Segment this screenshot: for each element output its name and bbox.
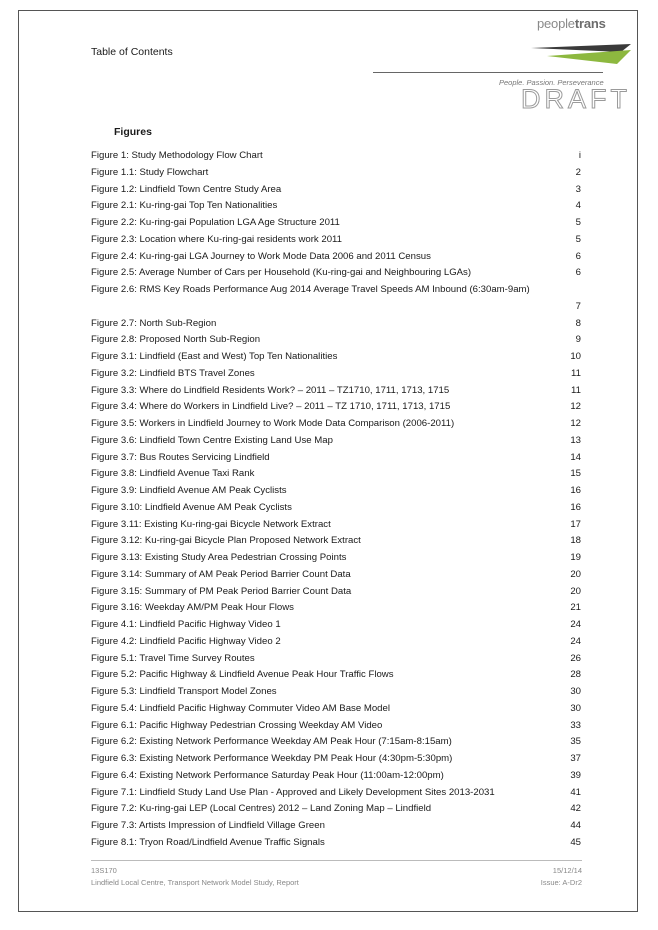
logo-swoosh-green	[547, 50, 631, 64]
toc-entry-page-number: 30	[570, 686, 581, 697]
toc-entry-label: Figure 1: Study Methodology Flow Chart	[91, 150, 263, 161]
toc-entry[interactable]	[91, 232, 581, 249]
toc-entry-page-number: 20	[570, 585, 581, 597]
logo-tagline: People. Passion. Perseverance	[499, 78, 604, 87]
peopletrans-logo	[517, 16, 635, 78]
toc-entry-label: Figure 3.15: Summary of PM Peak Period Barrier Count Data	[91, 585, 352, 597]
toc-entry-page-number: 6	[575, 267, 581, 279]
toc-entry-page-number: 17	[570, 518, 581, 530]
toc-entry-page-number: 11	[571, 367, 581, 379]
toc-entry-label: Figure 3.14: Summary of AM Peak Period Barrier Count Data	[91, 568, 351, 580]
toc-entry-label: Figure 3.12: Ku-ring-gai Bicycle Plan Proposed Network Extract	[91, 535, 361, 547]
toc-entry-page-number: 10	[570, 351, 581, 362]
toc-entry-label: Figure 2.2: Ku-ring-gai Population LGA Age Structure 2011	[91, 217, 340, 228]
toc-entry-page-number: 12	[570, 401, 581, 413]
toc-entry[interactable]	[91, 701, 581, 718]
toc-entry-label: Figure 2.6: RMS Key Roads Performance Aug 2014 Average Travel Speeds AM Inbound (6:30am-9am)	[91, 284, 530, 295]
toc-entry-label: Figure 7.2: Ku-ring-gai LEP (Local Centres) 2012 – Land Zoning Map – Lindfield	[91, 803, 432, 815]
toc-entry[interactable]	[91, 182, 581, 199]
toc-entry[interactable]	[91, 265, 581, 282]
toc-entry-label: Figure 3.11: Existing Ku-ring-gai Bicycle Network Extract	[91, 518, 331, 530]
toc-entry[interactable]	[91, 198, 581, 215]
toc-entry-page-number: 35	[570, 736, 581, 748]
toc-entry[interactable]	[91, 517, 581, 534]
toc-entry[interactable]	[91, 215, 581, 232]
toc-entry[interactable]	[91, 466, 581, 483]
toc-entry[interactable]	[91, 550, 581, 567]
toc-entry[interactable]	[91, 399, 581, 416]
toc-entry[interactable]	[91, 483, 581, 500]
toc-entry-page-number: 37	[570, 753, 581, 764]
toc-entry-page-number: 5	[575, 233, 581, 245]
toc-entry-label: Figure 2.5: Average Number of Cars per Household (Ku-ring-gai and Neighbouring LGAs)	[91, 267, 472, 279]
toc-entry-page-number: 41	[570, 786, 581, 798]
toc-entry[interactable]	[91, 718, 581, 735]
toc-entry[interactable]	[91, 734, 581, 751]
toc-entry[interactable]	[91, 416, 581, 433]
logo-word-bold: trans	[574, 16, 606, 31]
footer-report-title: Lindfield Local Centre, Transport Network Model Study, Report	[91, 878, 299, 887]
toc-entry-page-number: 6	[575, 250, 581, 262]
toc-entry-page-number: 13	[570, 434, 581, 446]
toc-entry-label: Figure 8.1: Tryon Road/Lindfield Avenue Traffic Signals	[91, 836, 325, 848]
toc-entry-page-number: 19	[570, 552, 581, 563]
toc-entry-label: Figure 3.9: Lindfield Avenue AM Peak Cyclists	[91, 485, 287, 496]
toc-entry[interactable]	[91, 332, 581, 349]
draft-watermark: DRAFT	[521, 84, 631, 114]
toc-entry-label: Figure 3.5: Workers in Lindfield Journey to Work Mode Data Comparison (2006-2011)	[91, 418, 455, 429]
toc-entry[interactable]	[91, 651, 581, 668]
footer-date: 15/12/14	[552, 866, 582, 875]
toc-entry-page-number: 20	[570, 568, 581, 580]
toc-entry[interactable]	[91, 667, 581, 684]
toc-entry-label: Figure 3.6: Lindfield Town Centre Existing Land Use Map	[91, 434, 333, 446]
toc-entry-label: Figure 6.4: Existing Network Performance Saturday Peak Hour (11:00am-12:00pm)	[91, 769, 444, 781]
toc-entry-label: Figure 6.2: Existing Network Performance Weekday AM Peak Hour (7:15am-8:15am)	[91, 736, 452, 748]
toc-entry-label: Figure 2.1: Ku-ring-gai Top Ten Nationalities	[91, 200, 278, 212]
toc-entry[interactable]	[91, 165, 581, 182]
toc-entry-page-number: 5	[575, 217, 581, 228]
logo-wordmark	[537, 16, 606, 31]
toc-entry-page-number: 4	[575, 200, 581, 212]
toc-entry-label: Figure 3.13: Existing Study Area Pedestrian Crossing Points	[91, 552, 347, 563]
toc-entry-label: Figure 3.10: Lindfield Avenue AM Peak Cyclists	[91, 501, 292, 513]
toc-entry[interactable]	[91, 600, 581, 617]
toc-entry[interactable]	[91, 148, 581, 165]
toc-entry-page-number: 24	[570, 635, 581, 647]
toc-entry-label: Figure 3.2: Lindfield BTS Travel Zones	[91, 367, 255, 379]
toc-entry-label: Figure 4.2: Lindfield Pacific Highway Video 2	[91, 635, 281, 647]
toc-entry-label: Figure 2.3: Location where Ku-ring-gai residents work 2011	[91, 233, 342, 245]
toc-entry[interactable]	[91, 567, 581, 584]
toc-entry[interactable]	[91, 500, 581, 517]
toc-entry-page-number: 2	[575, 166, 581, 178]
toc-entry[interactable]	[91, 785, 581, 802]
toc-entry-page-number: 12	[570, 418, 581, 429]
toc-entry[interactable]	[91, 634, 581, 651]
toc-entry-label: Figure 2.8: Proposed North Sub-Region	[91, 334, 261, 346]
toc-entry-label: Figure 7.3: Artists Impression of Lindfield Village Green	[91, 820, 325, 831]
toc-entry[interactable]	[91, 751, 581, 768]
toc-entry-label: Figure 2.7: North Sub-Region	[91, 317, 217, 329]
toc-entry-page-number: 30	[570, 702, 581, 714]
toc-entry-label: Figure 3.7: Bus Routes Servicing Lindfield	[91, 451, 270, 463]
toc-entry-page-number: 11	[571, 384, 581, 396]
toc-entry-page-number: 44	[570, 820, 581, 831]
toc-entry-label: Figure 6.3: Existing Network Performance Weekday PM Peak Hour (4:30pm-5:30pm)	[91, 753, 453, 764]
toc-entry-label: Figure 3.1: Lindfield (East and West) Top Ten Nationalities	[91, 351, 338, 362]
toc-entry-page-number: 8	[575, 317, 581, 329]
page-header-title: Table of Contents	[91, 46, 173, 58]
toc-entry-label: Figure 2.4: Ku-ring-gai LGA Journey to Work Mode Data 2006 and 2011 Census	[91, 250, 431, 262]
footer-job-number: 13S170	[91, 866, 117, 875]
toc-entry[interactable]	[91, 433, 581, 450]
logo-word-light: people	[537, 16, 575, 31]
toc-entry[interactable]	[91, 533, 581, 550]
toc-entry-page-number: 42	[570, 803, 581, 815]
toc-entry[interactable]	[91, 684, 581, 701]
toc-entry-label: Figure 5.4: Lindfield Pacific Highway Commuter Video AM Base Model	[91, 702, 390, 714]
toc-entry-page-number: 39	[570, 769, 581, 781]
toc-entry-page-number: 7	[575, 300, 581, 312]
toc-entry[interactable]	[91, 617, 581, 634]
toc-entry-page-number: 16	[570, 485, 581, 496]
header-divider	[373, 72, 603, 73]
toc-entry[interactable]	[91, 835, 581, 852]
toc-entry[interactable]	[91, 299, 581, 316]
toc-entry-page-number: 9	[575, 334, 581, 346]
toc-entry-label: Figure 3.16: Weekday AM/PM Peak Hour Flows	[91, 602, 294, 614]
footer-divider	[91, 860, 582, 861]
toc-entry-page-number: 18	[570, 535, 581, 547]
toc-entry[interactable]	[91, 768, 581, 785]
toc-entry-label: Figure 5.1: Travel Time Survey Routes	[91, 652, 255, 664]
toc-entry-page-number: 26	[570, 652, 581, 664]
toc-entry[interactable]	[91, 383, 581, 400]
toc-entry-label: Figure 1.1: Study Flowchart	[91, 166, 209, 178]
toc-entry[interactable]	[91, 818, 581, 835]
toc-entry-page-number: 3	[575, 183, 581, 195]
toc-entry-label: Figure 6.1: Pacific Highway Pedestrian Crossing Weekday AM Video	[91, 719, 383, 731]
toc-entry-page-number: 33	[570, 719, 581, 731]
toc-entry-label: Figure 1.2: Lindfield Town Centre Study Area	[91, 183, 282, 195]
toc-entry[interactable]	[91, 282, 581, 299]
logo-swoosh-dark	[531, 44, 631, 52]
toc-entry-page-number: 24	[570, 619, 581, 630]
toc-entry[interactable]	[91, 316, 581, 333]
toc-entry-page-number: 15	[570, 468, 581, 480]
section-heading-figures: Figures	[114, 126, 152, 138]
toc-entry[interactable]	[91, 366, 581, 383]
table-of-figures	[91, 148, 581, 852]
toc-entry[interactable]	[91, 801, 581, 818]
toc-entry-page-number: 14	[570, 451, 581, 463]
toc-entry[interactable]	[91, 249, 581, 266]
toc-entry-label: Figure 3.4: Where do Workers in Lindfield Live? – 2011 – TZ 1710, 1711, 1713, 1715	[91, 401, 451, 413]
toc-entry-label: Figure 3.3: Where do Lindfield Residents Work? – 2011 – TZ1710, 1711, 1713, 1715	[91, 384, 450, 396]
toc-entry-label: Figure 7.1: Lindfield Study Land Use Plan - Approved and Likely Development Sites 2013-2031	[91, 786, 495, 798]
toc-entry-page-number: 16	[570, 501, 581, 513]
toc-entry-label: Figure 4.1: Lindfield Pacific Highway Video 1	[91, 619, 281, 630]
toc-entry-label: Figure 5.3: Lindfield Transport Model Zones	[91, 686, 277, 697]
toc-entry[interactable]	[91, 584, 581, 601]
toc-entry[interactable]	[91, 450, 581, 467]
toc-entry-page-number: 21	[570, 602, 581, 614]
toc-entry-page-number: 28	[570, 669, 581, 681]
toc-entry-page-number: 45	[570, 836, 581, 848]
footer-issue: Issue: A-Dr2	[540, 878, 582, 887]
toc-entry-page-number: i	[578, 150, 581, 161]
toc-entry[interactable]	[91, 349, 581, 366]
toc-entry-label: Figure 5.2: Pacific Highway & Lindfield Avenue Peak Hour Traffic Flows	[91, 669, 394, 681]
toc-entry-label: Figure 3.8: Lindfield Avenue Taxi Rank	[91, 468, 255, 480]
